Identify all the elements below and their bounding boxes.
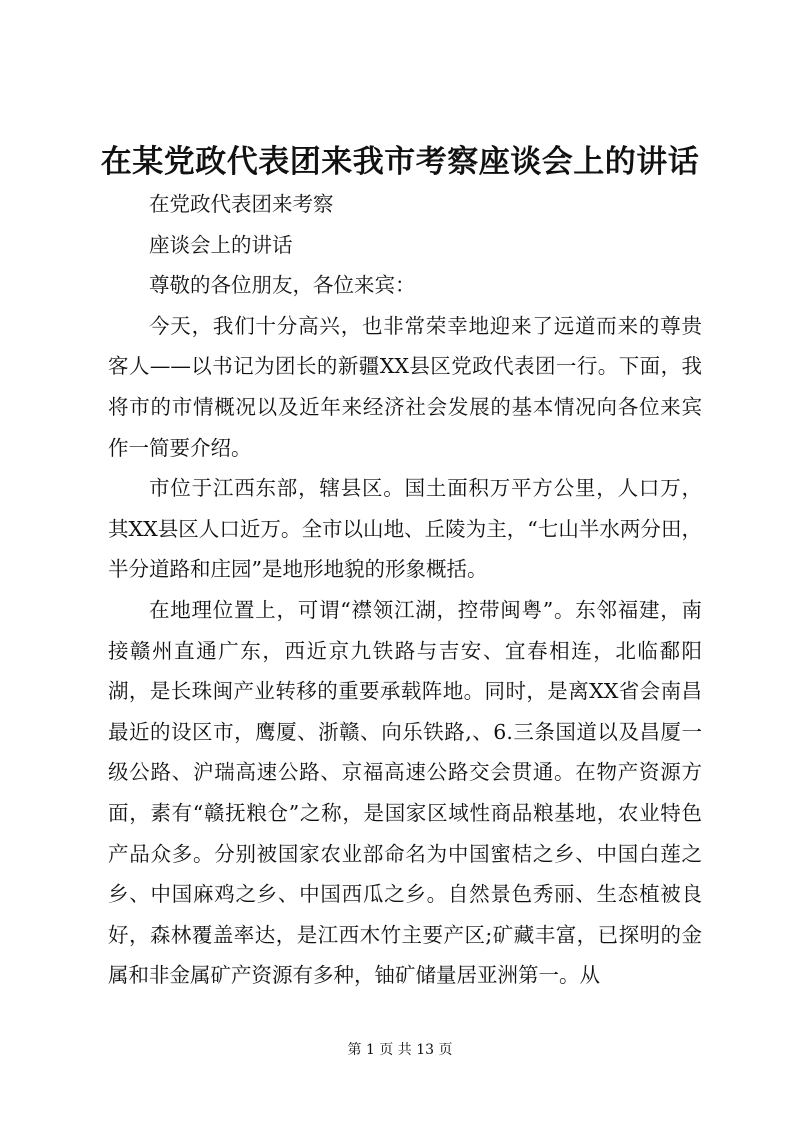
paragraph-heading-line-2: 座谈会上的讲话 (149, 232, 293, 257)
paragraph-overview: 市位于江西东部，辖县区。国土面积万平方公里，人口万，其XX县区人口近万。全市以山地、丘陵为主，“七山半水两分田，半分道路和庄园”是地形地貌的形象概括。 (108, 476, 702, 582)
page-footer: 第 1 页 共 13 页 (347, 1042, 453, 1058)
paragraph-introduction: 今天，我们十分高兴，也非常荣幸地迎来了远道而来的尊贵客人——以书记为团长的新疆XX县区党政代表团一行。下面，我将市的市情概况以及近年来经济社会发展的基本情况向各位来宾作一简要介绍。 (108, 313, 702, 460)
document-title: 在某党政代表团来我市考察座谈会上的讲话 (100, 144, 700, 180)
paragraph-heading-line-1: 在党政代表团来考察 (149, 192, 334, 216)
paragraph-geography: 在地理位置上，可谓“襟领江湖，控带闽粤”。东邻福建，南接赣州直通广东，西近京九铁路与吉安、宜春相连，北临鄱阳湖，是长珠闽产业转移的重要承载阵地。同时，是离XX省会南昌最近的设区市，鹰厦、浙赣、向乐铁路,、6.三条国道以及昌厦一级公路、沪瑞高速公路、京福高速公路交会贯通。在物产资源方面，素有“赣抚粮仓”之称，是国家区域性商品粮基地，农业特色产品众多。分别被国家农业部命名为中国蜜桔之乡、中国白莲之乡、中国麻鸡之乡、中国西瓜之乡。自然景色秀丽、生态植被良好，森林覆盖率达，是江西木竹主要产区;矿藏丰富，已探明的金属和非金属矿产资源有多种，铀矿储量居亚洲第一。从 (108, 597, 702, 988)
paragraph-salutation: 尊敬的各位朋友，各位来宾： (149, 273, 416, 298)
document-body (108, 184, 702, 996)
